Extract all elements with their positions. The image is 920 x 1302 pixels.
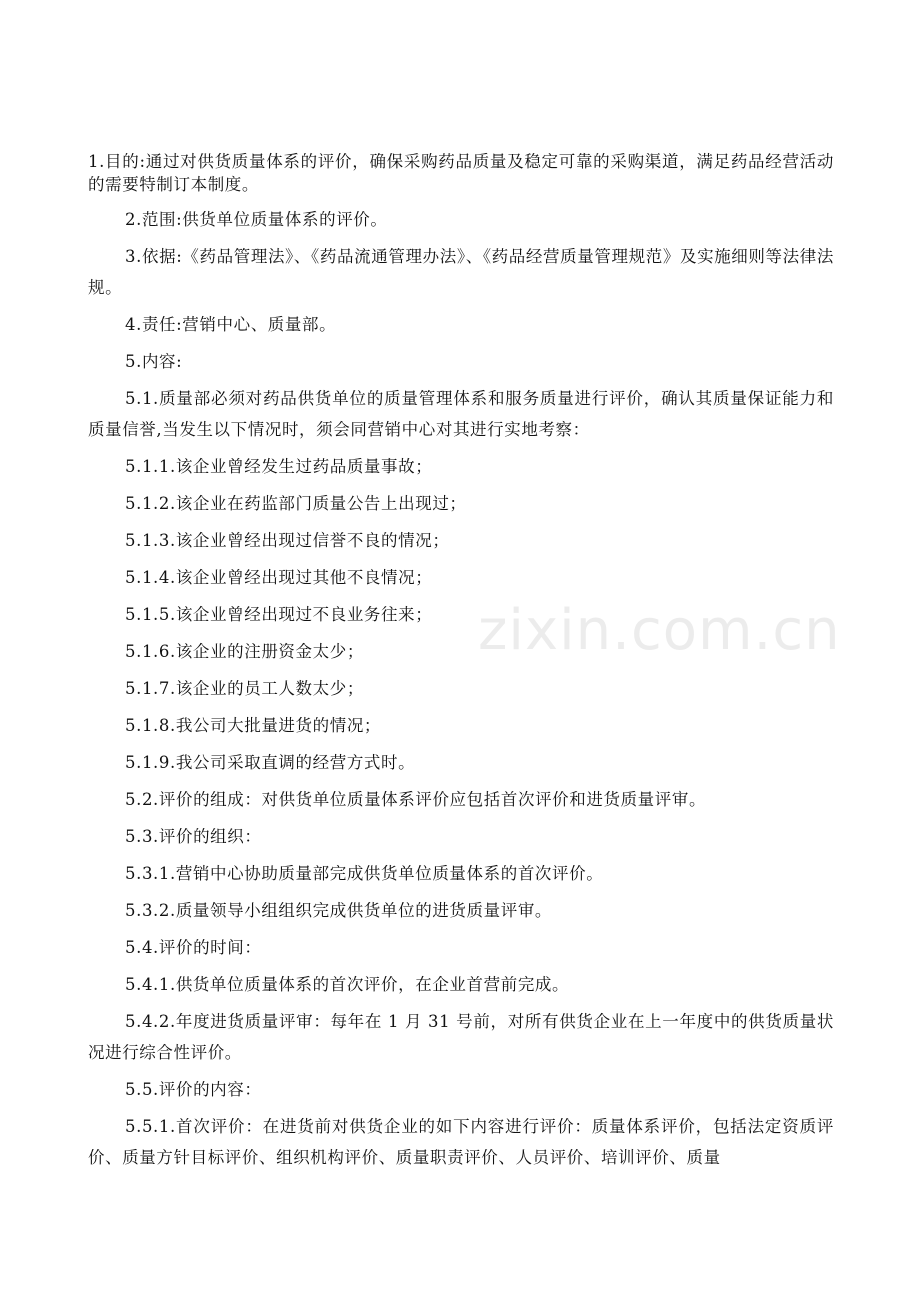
paragraph-5-4-1: 5.4.1.供货单位质量体系的首次评价，在企业首营前完成。 — [125, 975, 570, 994]
paragraph-5-1-9: 5.1.9.我公司采取直调的经营方式时。 — [125, 753, 416, 772]
paragraph-5-1: 5.1.质量部必须对药品供货单位的质量管理体系和服务质量进行评价，确认其质量保证能力和质量信誉,当发生以下情况时，须会同营销中心对其进行实地考察： — [88, 389, 834, 439]
paragraph-5-1-6: 5.1.6.该企业的注册资金太少； — [125, 642, 364, 661]
paragraph-5-1-1: 5.1.1.该企业曾经发生过药品质量事故； — [125, 457, 433, 476]
paragraph-5-1-4: 5.1.4.该企业曾经出现过其他不良情况； — [125, 568, 433, 587]
paragraph-purpose: 1.目的:通过对供货质量体系的评价，确保采购药品质量及稳定可靠的采购渠道，满足药品经营活动的需要特制订本制度。 — [88, 152, 834, 194]
paragraph-5-1-7: 5.1.7.该企业的员工人数太少； — [125, 679, 364, 698]
paragraph-5-3: 5.3.评价的组织： — [125, 827, 262, 846]
paragraph-5-4: 5.4.评价的时间： — [125, 938, 262, 957]
paragraph-5-1-5: 5.1.5.该企业曾经出现过不良业务往来； — [125, 605, 433, 624]
paragraph-5-4-2: 5.4.2.年度进货质量评审：每年在 1 月 31 号前，对所有供货企业在上一年度中的供货质量状况进行综合性评价。 — [88, 1012, 834, 1062]
paragraph-responsibility: 4.责任:营销中心、质量部。 — [125, 315, 337, 334]
paragraph-5-3-1: 5.3.1.营销中心协助质量部完成供货单位质量体系的首次评价。 — [125, 864, 604, 883]
site-watermark: zixin.com.cn — [478, 598, 841, 663]
paragraph-content-heading: 5.内容: — [125, 352, 183, 371]
paragraph-5-5: 5.5.评价的内容： — [125, 1080, 262, 1099]
paragraph-5-1-2: 5.1.2.该企业在药监部门质量公告上出现过； — [125, 494, 467, 513]
paragraph-basis: 3.依据:《药品管理法》、《药品流通管理办法》、《药品经营质量管理规范》及实施细则等法律法规。 — [88, 247, 834, 297]
paragraph-5-3-2: 5.3.2.质量领导小组组织完成供货单位的进货质量评审。 — [125, 901, 553, 920]
paragraph-5-1-8: 5.1.8.我公司大批量进货的情况； — [125, 716, 382, 735]
document-body — [88, 150, 834, 1179]
paragraph-5-5-1: 5.5.1.首次评价：在进货前对供货企业的如下内容进行评价：质量体系评价，包括法定资质评价、质量方针目标评价、组织机构评价、质量职责评价、人员评价、培训评价、质量 — [88, 1117, 834, 1167]
paragraph-5-2: 5.2.评价的组成：对供货单位质量体系评价应包括首次评价和进货质量评审。 — [125, 790, 707, 809]
paragraph-5-1-3: 5.1.3.该企业曾经出现过信誉不良的情况； — [125, 531, 450, 550]
paragraph-scope: 2.范围:供货单位质量体系的评价。 — [125, 210, 388, 229]
